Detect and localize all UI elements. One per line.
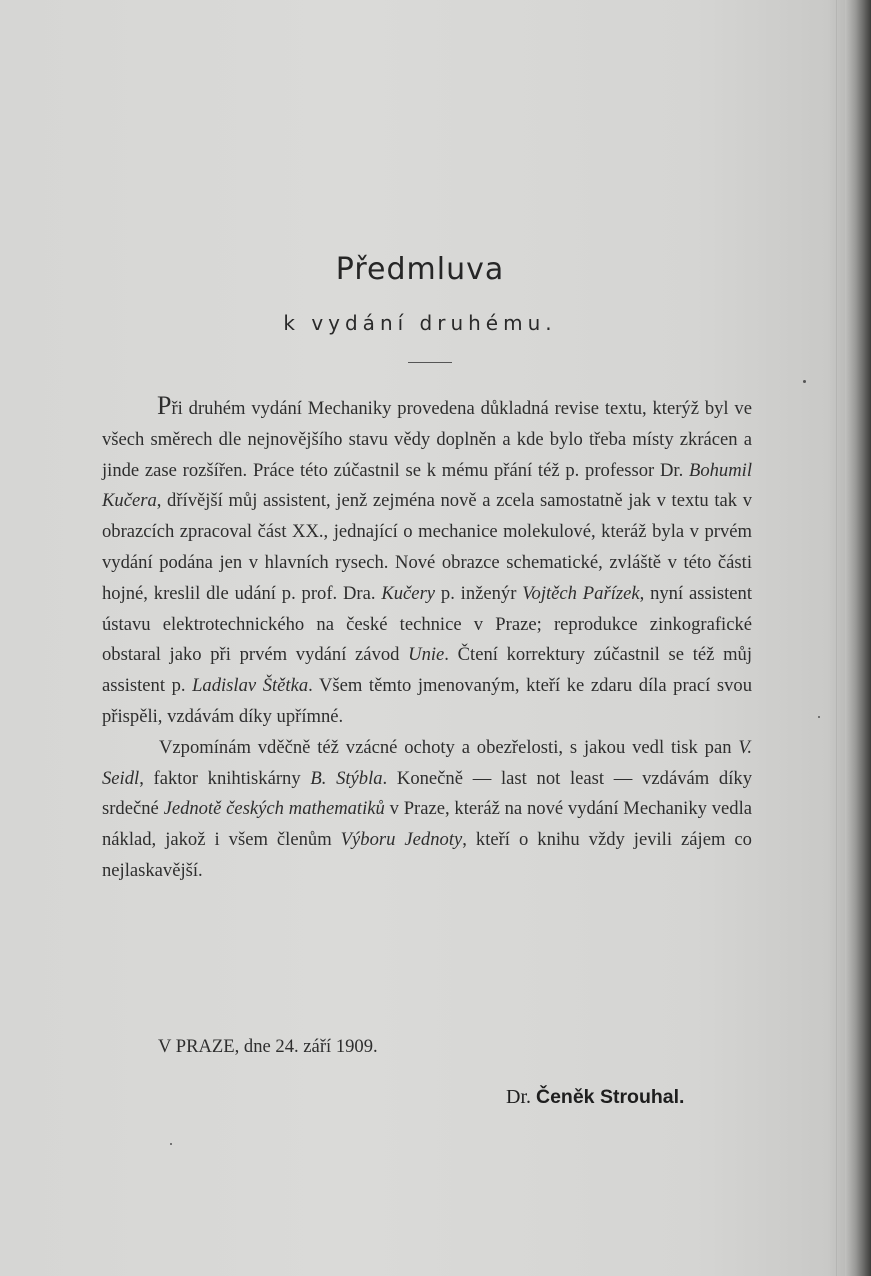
title-divider [408,362,452,363]
text-segment: , dřívější můj assistent, jenž zejména nově a zcela samostatně jak v textu tak v obrazcích zpracoval část XX., jednající o mechanice molekulové, kteráž byla v prvém vydání podána jen v hlavních rysech. Nové obrazce schematické, zvláště v této části hojné, kreslil dle udání p. prof. Dra. [102,490,752,604]
signature-prefix: Dr. [506,1086,531,1108]
page-binding-edge [845,0,871,1276]
text-segment: . Všem těmto jmenovaným, kteří ke zdaru díla prací svou přispěli, vzdávám díky upřímné. [102,675,752,727]
company-name: B. Stýbla [310,767,383,789]
signature [506,1086,684,1109]
paragraph-1 [102,391,752,733]
drop-cap: P [157,391,172,420]
paragraph-2 [102,733,752,887]
text-segment: ři druhém vydání Mechaniky provedena důkladná revise textu, kterýž byl ve všech směrech dle nejnovějšího stavu vědy doplněn a kde bylo třeba místy zkrácen a jinde zase rozšířen. Práce této zúčastnil se k mému přání též p. professor Dr. [102,398,752,481]
person-name: V. Seidl [102,736,752,789]
text-segment: p. inženýr [435,582,523,604]
scan-speck [170,1143,172,1145]
text-segment: . Konečně — last not least — vzdávám díky srdečné [102,767,752,820]
company-name: Unie [408,644,445,666]
society-name: Jednotě českých mathematiků [163,798,385,820]
text-segment: Vzpomínám vděčně též vzácné ochoty a obezřelosti, s jakou vedl tisk pan [159,736,739,758]
person-name: Ladislav Štětka [192,675,309,697]
signature-name: Čeněk Strouhal. [536,1086,685,1108]
text-segment: v Praze, kteráž na nové vydání Mechaniky vedla náklad, jakož i všem členům [102,798,752,851]
text-segment: , nyní assistent ústavu elektrotechnického na české technice v Praze; reprodukce zinkografické obstaral jako při prvém vydání závod [102,582,752,666]
date-line: V PRAZE, dne 24. září 1909. [158,1036,378,1057]
person-name: Bohumil Kučera [102,459,752,512]
page-title: Předmluva [335,252,505,287]
person-name: Vojtěch Pařízek [522,582,640,604]
text-segment: . Čtení korrektury zúčastnil se též můj assistent p. [102,644,752,697]
committee-name: Výboru Jednoty [340,829,463,851]
scan-speck [803,380,806,383]
text-segment: , kteří o knihu vždy jevili zájem co nejlaskavější. [102,829,752,881]
scan-speck [818,716,820,718]
text-segment: , faktor knihtiskárny [139,767,311,789]
person-name: Kučery [381,582,436,604]
page-fold-line [836,0,837,1276]
page-subtitle: k vydání druhému. [283,311,557,335]
preface-body [102,391,752,887]
